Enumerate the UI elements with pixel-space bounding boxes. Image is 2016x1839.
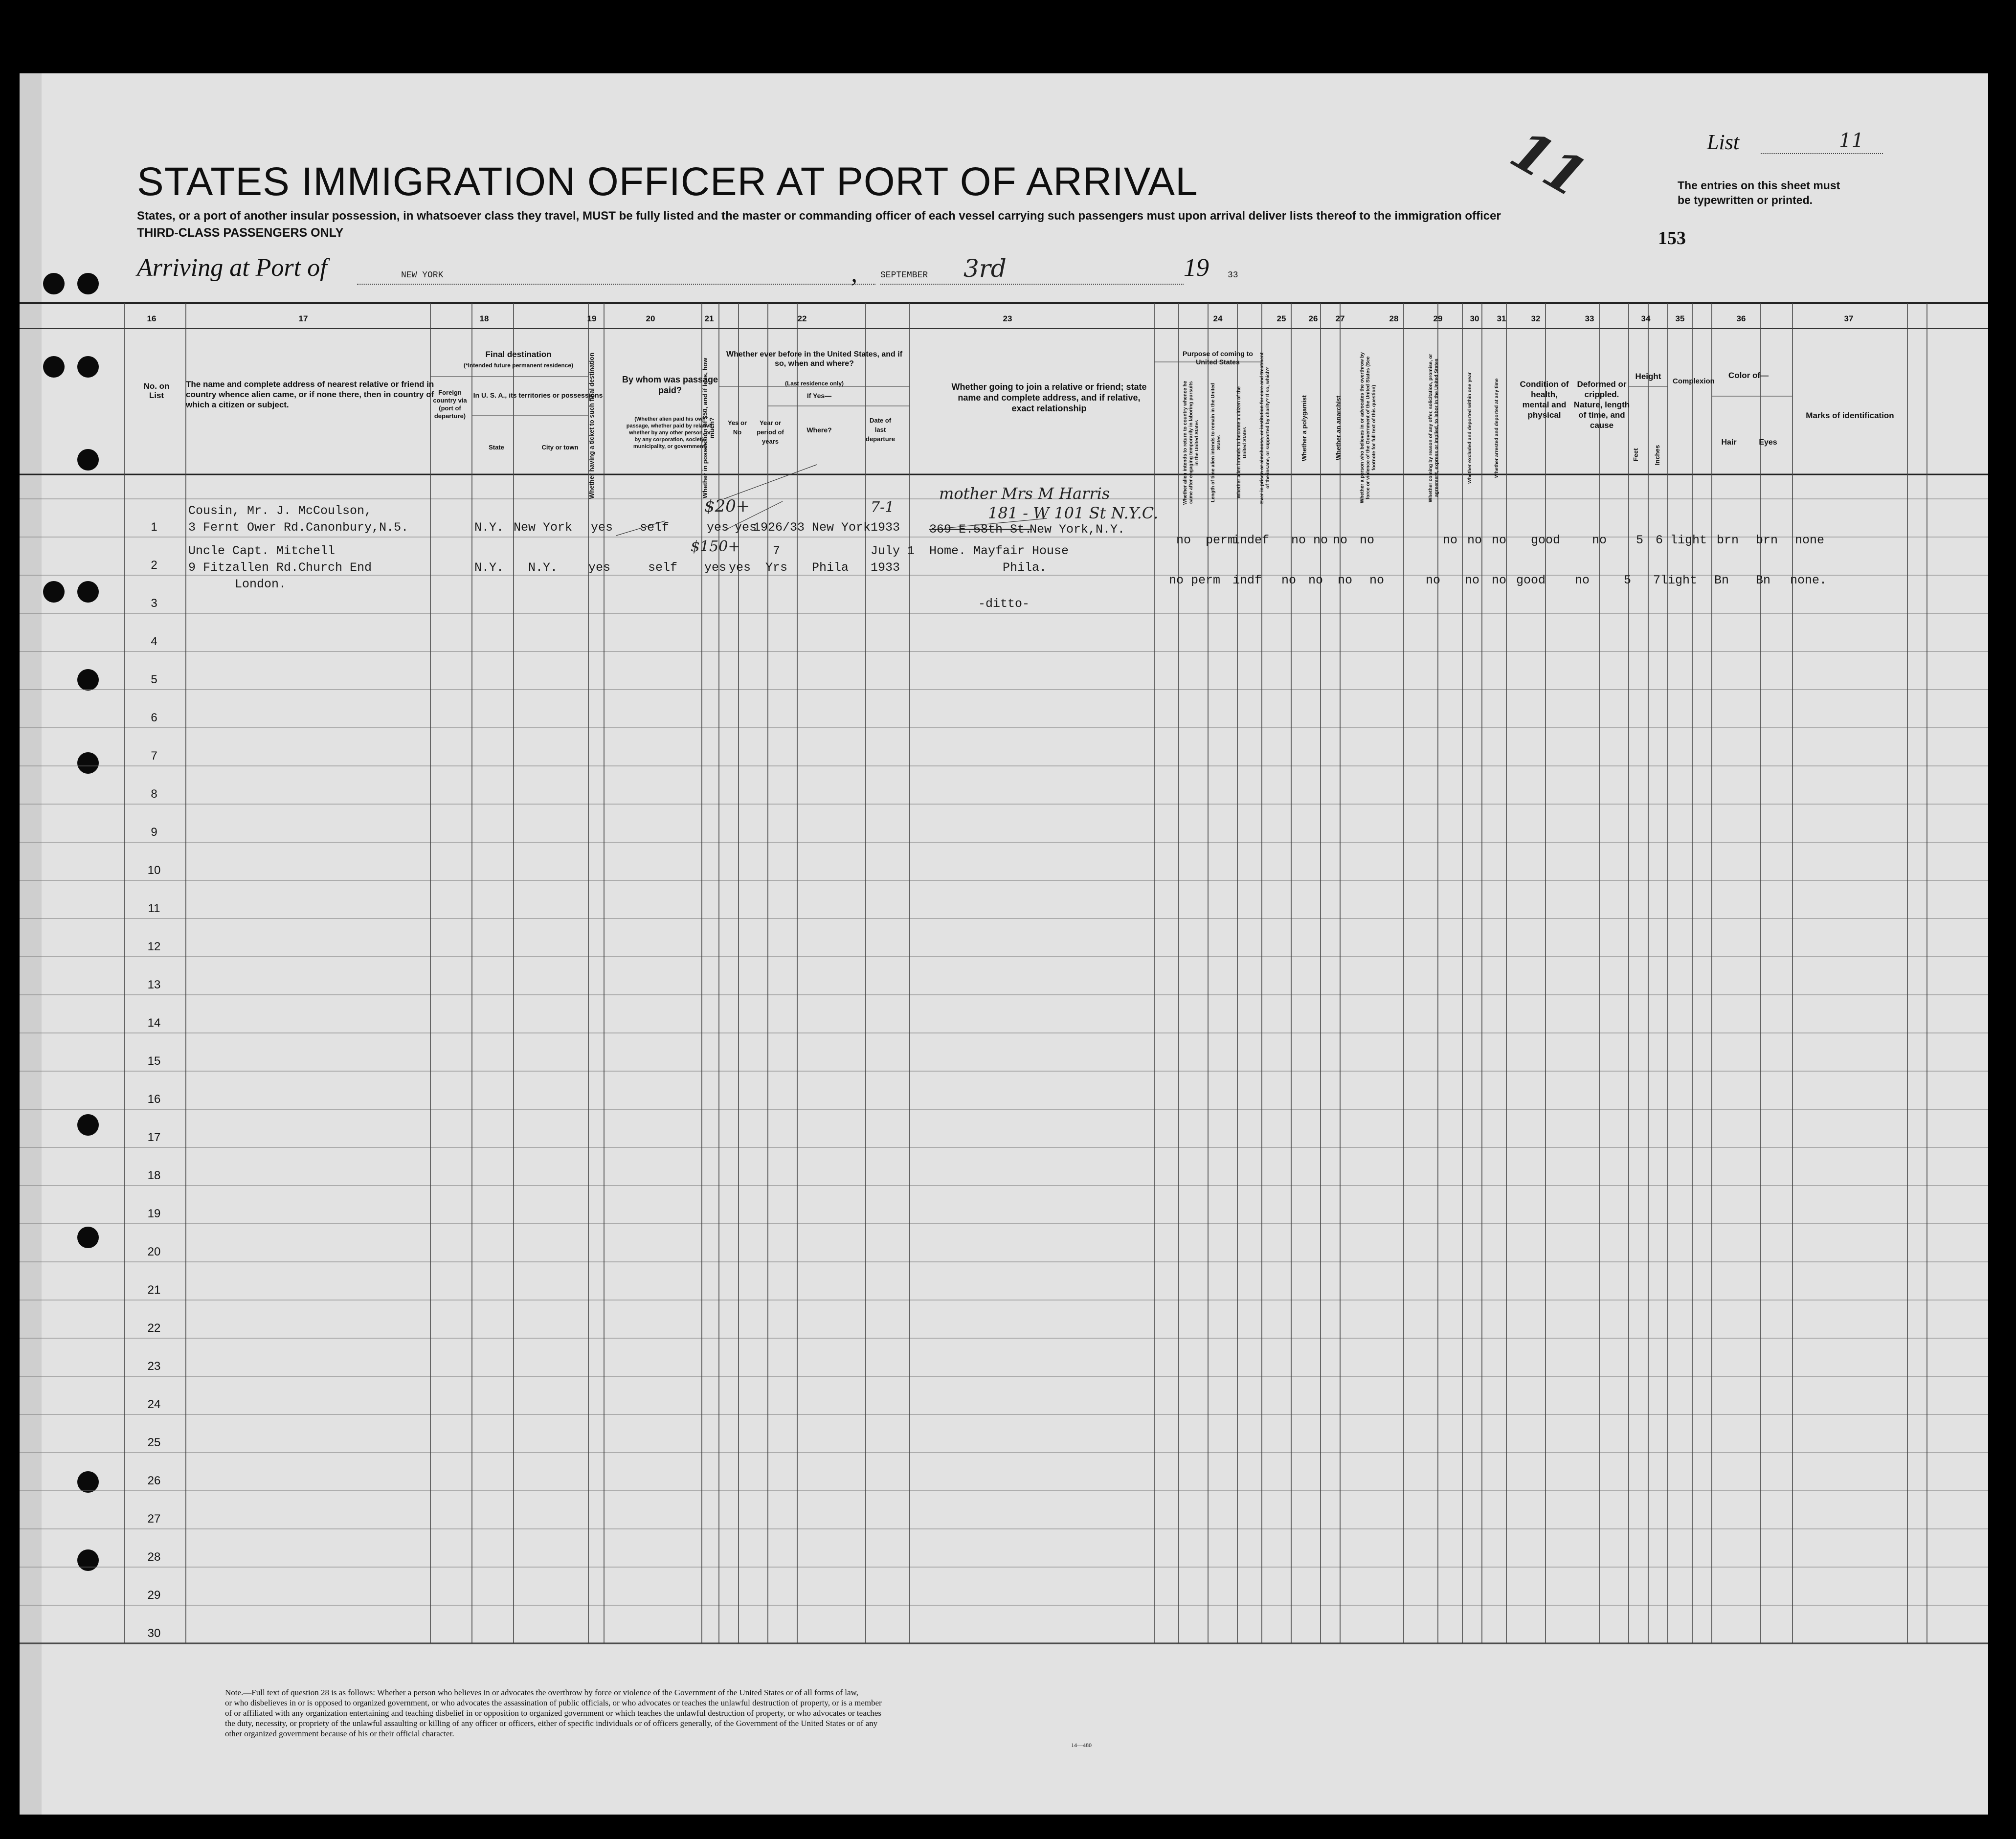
header-purpose-length: Length of time alien intends to remain in the United States xyxy=(1210,383,1222,502)
header-complexion: Complexion xyxy=(1673,377,1715,385)
form-subtitle: States, or a port of another insular possession, in whatsoever class they travel, MUST be fully listed and the master or commanding officer of each vessel carrying such passengers must upon arrival deliver lists thereof to the immigration officer xyxy=(137,209,1501,223)
column-number: 29 xyxy=(1433,314,1443,323)
row1-money-hand: $20+ xyxy=(704,496,750,516)
row2-state: N.Y. xyxy=(474,561,504,575)
header-marks: Marks of identification xyxy=(1806,411,1894,420)
header-joining: Whether going to join a relative or friend; state name and complete address, and if relative, exact relationship xyxy=(951,382,1147,413)
list-label: List xyxy=(1707,130,1740,154)
row1-q30: no xyxy=(1467,533,1482,547)
row2-citizen: indf xyxy=(1232,573,1262,587)
row2-ticket: yes xyxy=(588,561,611,575)
header-passage-paid: By whom was passage paid? xyxy=(622,375,718,395)
row2-before-where: Phila xyxy=(812,561,849,575)
header-year-or-period: Year or period of years xyxy=(757,419,784,445)
row2-health: good xyxy=(1516,573,1546,587)
row1-length: perm xyxy=(1206,533,1235,547)
row1-paid-by: self xyxy=(640,520,670,535)
row2-feet: 5 xyxy=(1624,573,1632,587)
row2-prison: no xyxy=(1281,573,1297,587)
arriving-label: Arriving at Port of xyxy=(137,254,327,282)
page-number: 153 xyxy=(1658,228,1686,248)
footnote-line-2: or who disbelieves in or is opposed to organized government, or who advocates the assassination of public officials, or who advocates or teaches the unlawful destruction of property, or is a member xyxy=(225,1698,882,1707)
row-number: 23 xyxy=(147,1360,161,1373)
row2-relative-line1: Uncle Capt. Mitchell xyxy=(188,544,336,558)
row-number: 16 xyxy=(147,1093,161,1106)
row1-money: yes xyxy=(707,520,729,535)
row2-joining-2: Phila. xyxy=(1003,561,1047,575)
header-inches: Inches xyxy=(1654,445,1661,465)
date-month: SEPTEMBER xyxy=(880,270,928,280)
row1-anarchist: no xyxy=(1333,533,1348,547)
year-suffix: 33 xyxy=(1228,270,1238,280)
row-number: 24 xyxy=(147,1398,161,1411)
row1-relative-line1: Cousin, Mr. J. McCoulson, xyxy=(188,504,372,518)
header-purpose-citizen: Whether alien intends to become a citizen of the United States xyxy=(1236,386,1248,499)
header-q28: Whether a person who believes in or advocates the overthrow by force or violence of the Government of the United States (See footnote for full text of this question) xyxy=(1360,352,1377,504)
header-if-yes: If Yes— xyxy=(806,392,832,400)
row-number: 2 xyxy=(151,559,157,572)
column-number: 26 xyxy=(1308,314,1318,323)
header-foreign-country: Foreign country via (port of departure) xyxy=(433,389,467,420)
column-number: 17 xyxy=(298,314,308,323)
row2-before-yes: yes xyxy=(729,561,751,575)
row1-deformed: no xyxy=(1592,533,1607,547)
row-number: 10 xyxy=(147,864,161,877)
column-number: 34 xyxy=(1641,314,1651,323)
row-number: 30 xyxy=(147,1627,161,1640)
row1-joining-hand-1: mother Mrs M Harris xyxy=(939,484,1110,503)
year-prefix: 19 xyxy=(1184,254,1209,282)
row1-inches: 6 xyxy=(1656,533,1663,547)
header-anarchist: Whether an anarchist xyxy=(1335,395,1342,461)
header-where: Where? xyxy=(806,426,832,434)
corner-mark: 11 xyxy=(1501,117,1597,210)
row1-departure-hand: 7-1 xyxy=(871,499,895,516)
header-before-in-us: Whether ever before in the United States, and if so, when and where? xyxy=(726,350,903,368)
date-underline xyxy=(880,284,1184,285)
row2-money: yes xyxy=(704,561,727,575)
row1-before-yes: yes xyxy=(735,520,757,535)
row-number: 13 xyxy=(147,978,161,991)
header-yes-or-no: Yes or No xyxy=(727,419,747,436)
row2-paid-by: self xyxy=(648,561,678,575)
row2-departure-1: July 1 xyxy=(871,544,915,558)
column-number: 23 xyxy=(1003,314,1012,323)
row2-complexion: light xyxy=(1660,573,1698,587)
row2-q29: no xyxy=(1426,573,1441,587)
row1-joining-hand-2: 181 - W 101 St N.Y.C. xyxy=(988,504,1159,522)
column-number: 21 xyxy=(704,314,714,323)
row-number: 1 xyxy=(151,520,157,534)
row3-ditto: -ditto- xyxy=(978,597,1030,611)
row1-before-where: New York xyxy=(812,520,871,535)
header-polygamist: Whether a polygamist xyxy=(1300,395,1308,461)
row-number: 22 xyxy=(147,1322,161,1335)
row1-q31: no xyxy=(1492,533,1507,547)
row2-city: N.Y. xyxy=(528,561,558,575)
manifest-sheet: STATES IMMIGRATION OFFICER AT PORT OF ARRIVAL States, or a port of another insular possession, in whatsoever class they travel, MUST be fully listed and the master or commanding officer of each vessel carrying such passengers must upon arrival deliver lists thereof to the immigration officer THIRD-CLASS PASSENGERS ONLY Arriving at Port of NEW YORK , SEPTEMBER 3rd 19 33 11 List 11 The entries on this sheet must be typewritten or printed. 153 16 17 18 19 20 21 22 23 24 25 26 27 28 29 30 31 32 33 34 35 36 37 No. on List The name and complete address of nearest relative or friend in country whence alien came, or if none there, then in country of which a citizen or subject. Final destination (*Intended future permanent residence) Foreign country via (port of departure) In U. S. A., its territories or possessions State City or town Whether having a ticket to such final destination By whom was passage paid? (Whether alien paid his own passage, whether paid by relative, whether by any other person, or by any corporation, society, municipality, or government) Whether in possession of $50, and if less, how much? Whether ever before in the United States, and if so, when and where? (Last residence only) If Yes— Yes or No Year or period of years Where? Date of last departure Whether going to join a relative or friend; state name and complete address, and if relative, exact relationship Purpose of coming to United States Whether alien intends to return to country whence he came after engaging temporarily in laboring pursuits in the United States Length of time alien intends to remain in the United States Whether alien intends to become a citizen of the United States Ever in prison or almshouse, or institution for care and treatment of the insane, or supported by charity? If so, which? Whether a polygamist Whether an anarchist Whether a person who believes in or advocates the overthrow by force or violence of the Government of the United States (See footnote for full text of this question) Whether coming by reason of any offer, solicitation, promise, or agreement, express or implied, to labor in the United States Whether excluded and deported within one year Whether arrested and deported at any time Condition of health, mental and physical Deformed or crippled. Nature, length of time, and cause Height Feet Inches Complexion Color of— Hair Eyes Marks of identification 1 2 3 4 5 6 7 8 9 10 11 12 13 14 15 16 17 18 19 20 21 22 23 24 25 26 27 28 29 30 Cousin, Mr. J. McCoulson, 3 Fernt Ower Rd.Canonbury,N.5. N.Y. New York yes self $20+ yes yes 1926/33 New York 7-1 1933 mother Mrs M Harris 181 - W 101 St N.Y.C. 369 E.58th St. New York,N.Y. no perm indef no no no no no no no good no 5 6 light brn brn none Uncle Capt. Mitchell 9 Fitzallen Rd.Church End London. N.Y. N.Y. yes self $150+ yes yes 7 Yrs Phila July 1 1933 Home. Mayfair House Phila. -ditto- no perm indf no no no no no no no good no 5 7 light Bn Bn none. Note.—Full text of question 28 is as follows: Whether a person who believes in or advocates the overthrow by force or violence of the Government of the United States or of all forms of law, or who disbelieves in or is opposed to organized government, or who advocates the assassination of public officials, or who advocates or teaches the unlawful destruction of property, or is a member of or affiliated with any organization entertaining and teaching disbelief in or opposition to organized government or which teaches the unlawful destruction of property, or who advocates or teaches the duty, necessity, or propriety of the unlawful assaulting or killing of any officer or officers, either of specific individuals or of officers generally, of the Government of the United States or of any other organized government because of his or their official character. 14—480 xyxy=(20,73,1988,1815)
header-purpose-return: Whether alien intends to return to country whence he came after engaging temporarily in laboring pursuits in the United States xyxy=(1183,381,1200,505)
row2-before-years-1: 7 xyxy=(773,544,781,558)
header-ticket: Whether having a ticket to such final destination xyxy=(588,352,595,499)
header-before-note: (Last residence only) xyxy=(784,380,844,387)
row2-inches: 7 xyxy=(1653,573,1661,587)
row2-q31: no xyxy=(1492,573,1507,587)
row2-length: perm xyxy=(1191,573,1221,587)
header-no-on-list: No. on List xyxy=(143,381,170,400)
date-day: 3rd xyxy=(963,254,1007,283)
footnote-line-1: Note.—Full text of question 28 is as follows: Whether a person who believes in or advocates the overthrow by force or violence of the Government of the United States or of all forms of law, xyxy=(225,1688,858,1697)
row-number: 20 xyxy=(147,1245,161,1258)
row2-relative-line3: London. xyxy=(235,577,287,591)
header-feet: Feet xyxy=(1632,448,1639,462)
column-number: 36 xyxy=(1736,314,1746,323)
column-number: 18 xyxy=(479,314,489,323)
column-number: 22 xyxy=(797,314,807,323)
port-underline xyxy=(357,284,875,285)
header-health: Condition of health, mental and physical xyxy=(1520,380,1569,420)
row1-q29: no xyxy=(1443,533,1458,547)
row-number: 21 xyxy=(147,1283,161,1297)
row-number: 14 xyxy=(147,1016,161,1030)
column-number: 32 xyxy=(1531,314,1541,323)
column-number: 25 xyxy=(1277,314,1286,323)
row2-relative-line2: 9 Fitzallen Rd.Church End xyxy=(188,561,372,575)
row-number: 25 xyxy=(147,1436,161,1449)
row1-departure: 1933 xyxy=(871,520,900,535)
header-purpose: Purpose of coming to United States xyxy=(1183,350,1253,366)
list-underline xyxy=(1761,153,1883,154)
row2-anarchist: no xyxy=(1338,573,1353,587)
header-color-of: Color of— xyxy=(1728,371,1769,380)
row1-state: N.Y. xyxy=(474,520,504,535)
row1-return: no xyxy=(1176,533,1191,547)
row1-joining-typed: New York,N.Y. xyxy=(1030,522,1125,537)
row1-q28: no xyxy=(1360,533,1375,547)
row-number: 26 xyxy=(147,1474,161,1487)
row-number: 12 xyxy=(147,940,161,953)
column-number: 19 xyxy=(587,314,597,323)
third-class-label: THIRD-CLASS PASSENGERS ONLY xyxy=(137,226,344,240)
column-number: 31 xyxy=(1497,314,1506,323)
column-number: 24 xyxy=(1213,314,1223,323)
header-deformed: Deformed or crippled. Nature, length of time, and cause xyxy=(1573,380,1630,430)
row2-departure-2: 1933 xyxy=(871,561,900,575)
row-number: 15 xyxy=(147,1054,161,1068)
row-number: 11 xyxy=(148,902,160,915)
row1-joining-struck: 369 E.58th St. xyxy=(929,522,1032,537)
row2-money-hand: $150+ xyxy=(691,538,740,555)
row2-q28: no xyxy=(1369,573,1385,587)
row1-feet: 5 xyxy=(1636,533,1644,547)
row2-polygamist: no xyxy=(1308,573,1323,587)
form-title: STATES IMMIGRATION OFFICER AT PORT OF ARRIVAL xyxy=(137,159,1198,204)
header-passage-note: (Whether alien paid his own passage, whether paid by relative, whether by any other person, or by any corporation, society, municipality, or government) xyxy=(626,416,714,449)
header-state: State xyxy=(489,444,504,451)
row-number: 27 xyxy=(147,1512,161,1525)
header-q31: Whether arrested and deported at any time xyxy=(1494,378,1500,478)
row1-health: good xyxy=(1531,533,1561,547)
row1-hair: brn xyxy=(1717,533,1739,547)
row1-ticket: yes xyxy=(591,520,613,535)
form-number: 14—480 xyxy=(1071,1742,1092,1749)
column-number: 37 xyxy=(1844,314,1854,323)
header-final-destination-note: (*Intended future permanent residence) xyxy=(463,362,574,369)
header-date-departure: Date of last departure xyxy=(866,417,895,443)
row2-eyes: Bn xyxy=(1756,573,1771,587)
row2-deformed: no xyxy=(1575,573,1590,587)
header-height: Height xyxy=(1635,372,1661,381)
row-number: 6 xyxy=(151,711,157,724)
row2-q30: no xyxy=(1465,573,1480,587)
row-number: 18 xyxy=(147,1169,161,1182)
column-number: 16 xyxy=(147,314,157,323)
row1-city: New York xyxy=(514,520,573,535)
row2-marks: none. xyxy=(1790,573,1827,587)
row-number: 5 xyxy=(151,673,157,686)
row1-citizen: indef xyxy=(1232,533,1270,547)
column-number: 27 xyxy=(1335,314,1345,323)
row-number: 3 xyxy=(151,597,157,610)
row-number: 9 xyxy=(151,826,157,839)
row2-return: no xyxy=(1169,573,1184,587)
row-number: 4 xyxy=(151,635,157,648)
typewritten-note-1: The entries on this sheet must xyxy=(1678,179,1840,192)
header-hair: Hair xyxy=(1721,438,1737,447)
port-value: NEW YORK xyxy=(401,270,444,280)
row-number: 7 xyxy=(151,749,157,763)
header-eyes: Eyes xyxy=(1759,438,1777,447)
row1-relative-line2: 3 Fernt Ower Rd.Canonbury,N.5. xyxy=(188,520,409,535)
header-prison: Ever in prison or almshouse, or institution for care and treatment of the insane, or supported by charity? If so, which? xyxy=(1259,352,1271,504)
header-final-destination: Final destination xyxy=(485,350,552,359)
row-number: 17 xyxy=(147,1131,161,1144)
header-money: Whether in possession of $50, and if less, how much? xyxy=(701,358,716,498)
column-number: 28 xyxy=(1389,314,1399,323)
header-city: City or town xyxy=(541,444,579,451)
row1-prison: no xyxy=(1291,533,1306,547)
list-number: 11 xyxy=(1839,130,1864,152)
footnote-line-4: the duty, necessity, or propriety of the unlawful assaulting or killing of any officer or officers, either of specific individuals or of officers generally, of the Government of the United States or of any xyxy=(225,1719,878,1728)
row-number: 29 xyxy=(147,1589,161,1602)
row1-polygamist: no xyxy=(1313,533,1328,547)
header-q29: Whether coming by reason of any offer, solicitation, promise, or agreement, express or implied, to labor in the United States xyxy=(1428,354,1439,502)
row2-hair: Bn xyxy=(1714,573,1729,587)
row1-marks: none xyxy=(1795,533,1825,547)
typewritten-note-2: be typewritten or printed. xyxy=(1678,194,1813,206)
column-number: 33 xyxy=(1585,314,1594,323)
column-number: 35 xyxy=(1675,314,1685,323)
row2-before-years-2: Yrs xyxy=(765,561,788,575)
ruled-grid xyxy=(20,73,1988,1815)
header-q30: Whether excluded and deported within one year xyxy=(1467,372,1473,484)
header-relative-abroad: The name and complete address of nearest relative or friend in country whence alien came, or if none there, then in country of which a citizen or subject. xyxy=(186,380,434,409)
row1-before-years: 1926/33 xyxy=(753,520,805,535)
row1-eyes: brn xyxy=(1756,533,1778,547)
row-number: 19 xyxy=(147,1207,161,1220)
row-number: 28 xyxy=(147,1550,161,1564)
row-number: 8 xyxy=(151,787,157,801)
header-in-usa: In U. S. A., its territories or possessions xyxy=(473,391,603,399)
column-number: 30 xyxy=(1470,314,1479,323)
footnote-line-3: of or affiliated with any organization entertaining and teaching disbelief in or opposition to organized government or which teaches the unlawful destruction of property, or who advocates or teaches xyxy=(225,1708,881,1718)
footnote-line-5: other organized government because of his or their official character. xyxy=(225,1729,454,1738)
row1-complexion: light xyxy=(1670,533,1707,547)
row2-joining-1: Home. Mayfair House xyxy=(929,544,1069,558)
column-number: 20 xyxy=(646,314,655,323)
